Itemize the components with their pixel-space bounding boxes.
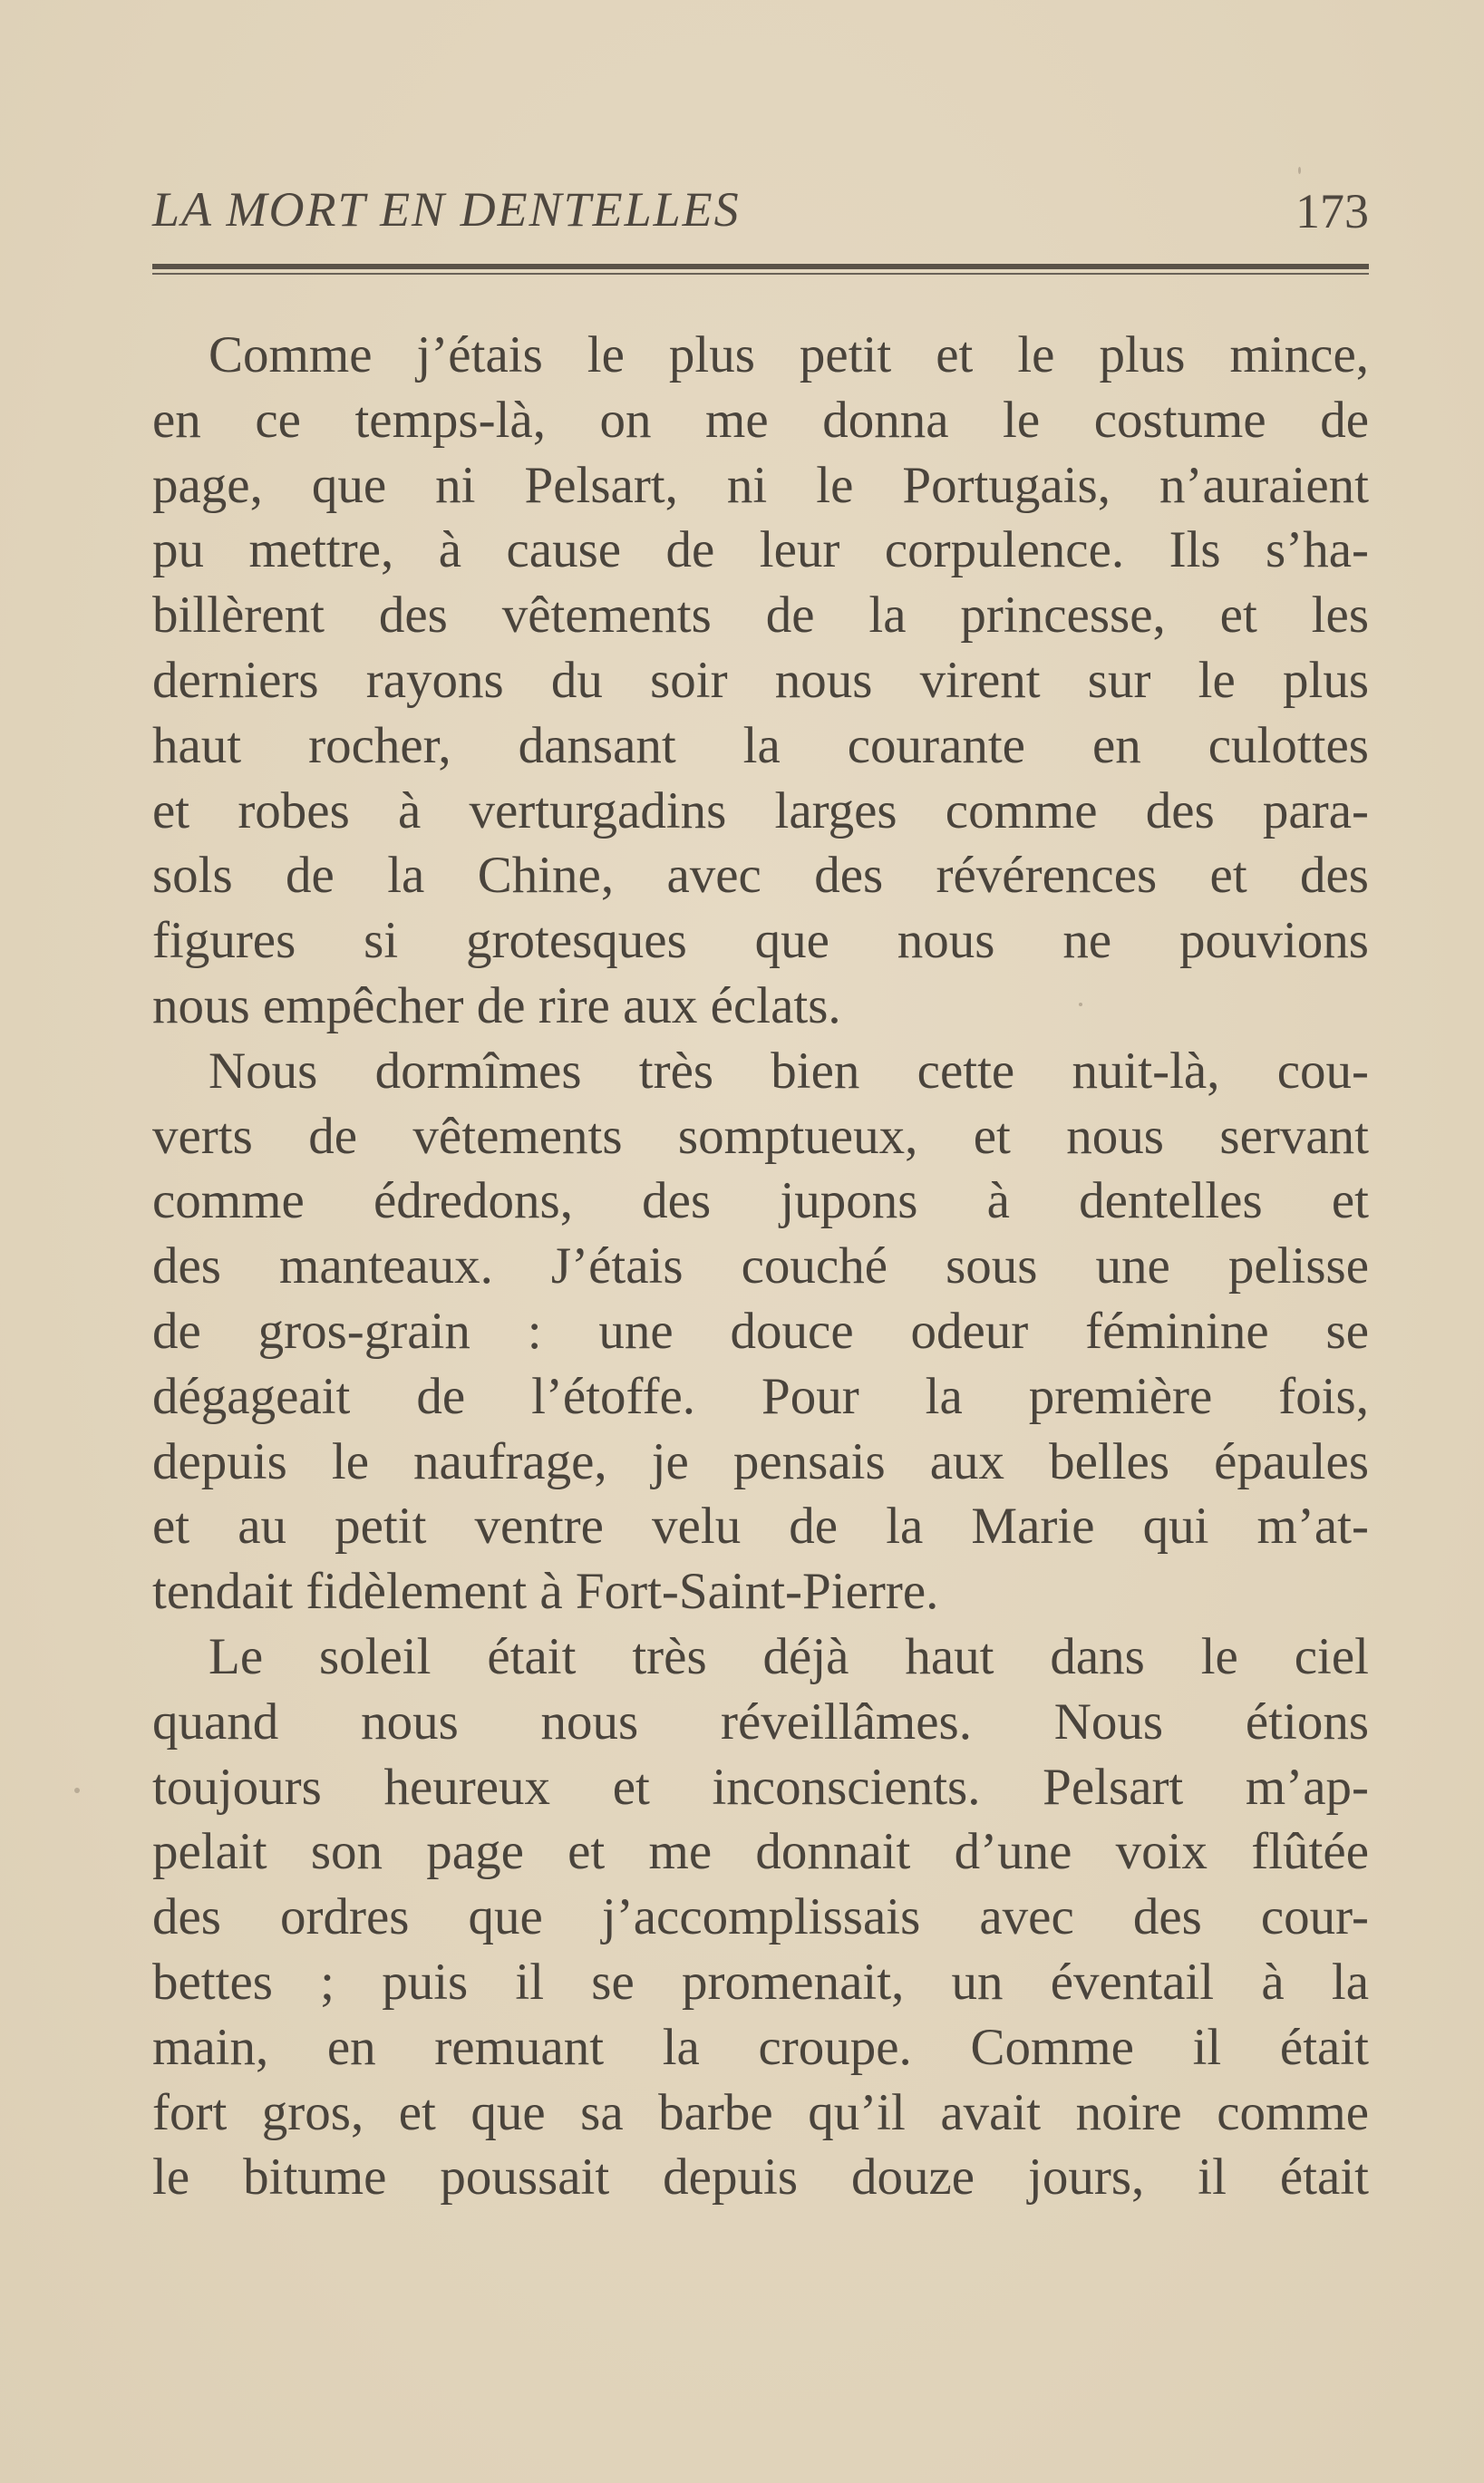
text-line: main, en remuant la croupe. Comme il était <box>152 2018 1369 2076</box>
text-line: haut rocher, dansant la courante en culottes <box>152 716 1369 774</box>
text-line: billèrent des vêtements de la princesse, et les <box>152 587 1369 645</box>
text-line: tendait fidèlement à Fort-Saint-Pierre. <box>152 1563 939 1621</box>
text-line: dégageait de l’étoffe. Pour la première fois, <box>152 1367 1369 1425</box>
text-line: en ce temps-là, on me donna le costume de <box>152 391 1369 449</box>
text-line: depuis le naufrage, je pensais aux belles épaules <box>152 1432 1369 1490</box>
text-line: fort gros, et que sa barbe qu’il avait noire comme <box>152 2083 1369 2141</box>
page-number: 173 <box>1295 184 1369 238</box>
text-line: Comme j’étais le plus petit et le plus mince, <box>209 326 1369 383</box>
text-line: pelait son page et me donnait d’une voix flûtée <box>152 1823 1369 1881</box>
text-line: toujours heureux et inconscients. Pelsart m’ap- <box>152 1758 1369 1816</box>
header-rule-thick <box>152 264 1369 269</box>
running-head <box>152 181 1369 254</box>
text-line: sols de la Chine, avec des révérences et des <box>152 847 1369 905</box>
text-line: verts de vêtements somptueux, et nous servant <box>152 1107 1369 1165</box>
text-line: de gros-grain : une douce odeur féminine se <box>152 1302 1369 1360</box>
text-line: des ordres que j’accomplissais avec des cour- <box>152 1888 1369 1946</box>
text-line: pu mettre, à cause de leur corpulence. Ils s’ha- <box>152 521 1369 579</box>
text-line: page, que ni Pelsart, ni le Portugais, n’auraient <box>152 456 1369 514</box>
text-line: le bitume poussait depuis douze jours, il était <box>152 2148 1369 2207</box>
header-rule-thin <box>152 273 1369 275</box>
paper-speck <box>1298 167 1301 174</box>
text-line: et robes à verturgadins larges comme des para- <box>152 781 1369 839</box>
paper-speck <box>1079 1003 1082 1006</box>
text-line: derniers rayons du soir nous virent sur le plus <box>152 651 1369 709</box>
text-line: quand nous nous réveillâmes. Nous étions <box>152 1693 1369 1751</box>
text-line: Le soleil était très déjà haut dans le ciel <box>209 1627 1369 1685</box>
running-title: LA MORT EN DENTELLES <box>152 182 741 237</box>
header-rule <box>152 264 1369 276</box>
text-line: Nous dormîmes très bien cette nuit-là, cou- <box>209 1042 1369 1100</box>
text-line: bettes ; puis il se promenait, un éventail à la <box>152 1953 1369 2011</box>
text-line: des manteaux. J’étais couché sous une pelisse <box>152 1237 1369 1295</box>
paper-speck <box>74 1788 80 1793</box>
text-line: et au petit ventre velu de la Marie qui m’at- <box>152 1498 1369 1556</box>
text-line: nous empêcher de rire aux éclats. <box>152 976 841 1034</box>
text-line: comme édredons, des jupons à dentelles et <box>152 1172 1369 1230</box>
text-line: figures si grotesques que nous ne pouvions <box>152 912 1369 970</box>
body-text <box>152 323 1369 2210</box>
